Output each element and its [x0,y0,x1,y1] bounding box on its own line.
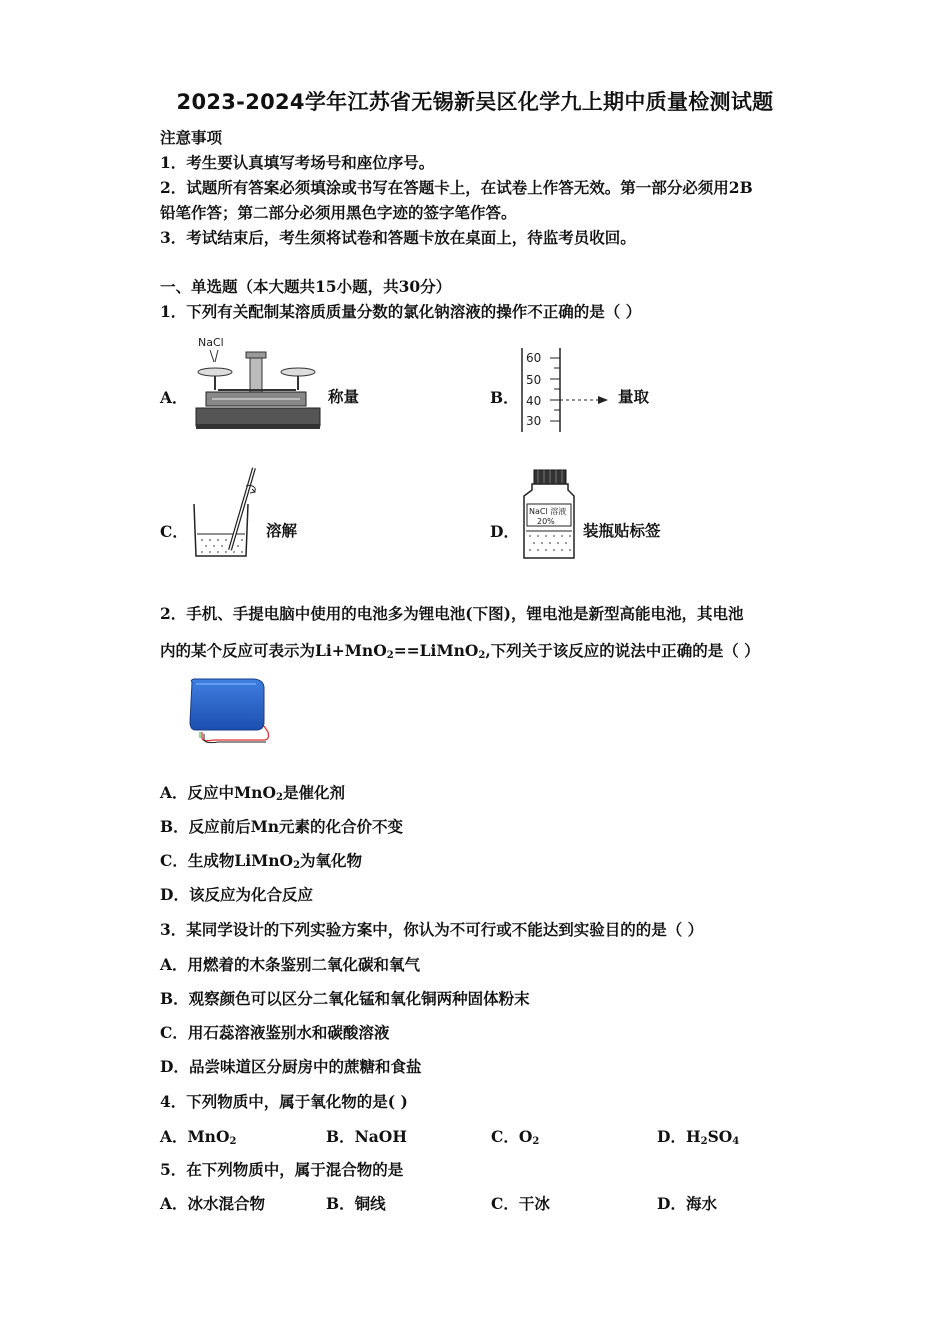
question-1-stem: 1．下列有关配制某溶质质量分数的氯化钠溶液的操作不正确的是（ ） [160,302,642,321]
q2-option-c: C．生成物LiMnO$_2$为氧化物 [160,851,363,871]
q4-option-a: A．MnO$_2$ [160,1127,237,1147]
question-2-stem-line2: 内的某个反应可表示为Li+MnO$_2$==LiMnO$_2$,下列关于该反应的说法中正确的是（ ） [160,641,760,661]
question-3-stem: 3．某同学设计的下列实验方案中，你认为不可行或不能达到实验目的的是（ ） [160,920,704,939]
q5-option-d: D．海水 [657,1194,717,1213]
q1-option-a-label: 称量 [328,388,360,406]
cylinder-tick-50: 50 [526,373,542,387]
cylinder-tick-40: 40 [526,394,542,408]
balance-nacl-label: NaCl [198,336,224,349]
notice-heading: 注意事项 [160,128,223,147]
q1-option-d-letter: D． [490,522,519,541]
q4-option-d: D．$H_2SO_4$ [657,1127,740,1147]
q3-option-d: D．品尝味道区分厨房中的蔗糖和食盐 [160,1057,422,1076]
q2-option-d: D．该反应为化合反应 [160,885,313,904]
q2-option-a: A．反应中MnO$_2$是催化剂 [160,783,345,803]
q5-option-a: A．冰水混合物 [160,1194,266,1213]
q3-option-b: B．观察颜色可以区分二氧化锰和氧化铜两种固体粉末 [160,989,530,1008]
q3-option-a: A．用燃着的木条鉴别二氧化碳和氧气 [160,955,421,974]
q3-option-c: C．用石蕊溶液鉴别水和碳酸溶液 [160,1023,390,1042]
question-5-stem: 5．在下列物质中，属于混合物的是 [160,1160,404,1179]
cylinder-tick-60: 60 [526,351,542,365]
notice-item: 2．试题所有答案必须填涂或书写在答题卡上，在试卷上作答无效。第一部分必须用2B [160,178,753,197]
bottle-label-name: NaCl 溶液 [529,507,567,516]
question-2-stem-line1: 2．手机、手提电脑中使用的电池多为锂电池(下图)，锂电池是新型高能电池，其电池 [160,604,744,623]
q2-option-b: B．反应前后Mn元素的化合价不变 [160,817,404,836]
q1-option-b-letter: B． [490,388,519,407]
page-title: 2023-2024学年江苏省无锡新吴区化学九上期中质量检测试题 [176,90,774,114]
q5-option-c: C．干冰 [491,1194,550,1213]
cylinder-tick-30: 30 [526,414,542,428]
q1-option-c-label: 溶解 [266,522,298,540]
question-4-stem: 4．下列物质中，属于氧化物的是( ) [160,1092,408,1111]
q4-option-c: C．$O_2$ [491,1127,540,1147]
reagent-bottle-figure [520,468,580,562]
notice-item: 铅笔作答；第二部分必须用黑色字迹的签字笔作答。 [160,203,517,222]
q1-option-a-letter: A． [160,388,188,407]
notice-item: 3．考试结束后，考生须将试卷和答题卡放在桌面上，待监考员收回。 [160,228,636,247]
bottle-label-concentration: 20% [537,517,555,526]
q4-option-b: B．NaOH [326,1127,407,1146]
lithium-battery-image [184,676,274,746]
q5-option-b: B．铜线 [326,1194,386,1213]
q1-option-b-label: 量取 [618,388,650,406]
notice-item: 1．考生要认真填写考场号和座位序号。 [160,153,435,172]
q1-option-c-letter: C． [160,522,188,541]
balance-figure [188,334,328,432]
graduated-cylinder-figure [516,346,616,434]
section-heading: 一、单选题（本大题共15小题，共30分） [160,277,452,296]
beaker-figure [190,464,260,560]
q1-option-d-label: 装瓶贴标签 [583,522,661,540]
